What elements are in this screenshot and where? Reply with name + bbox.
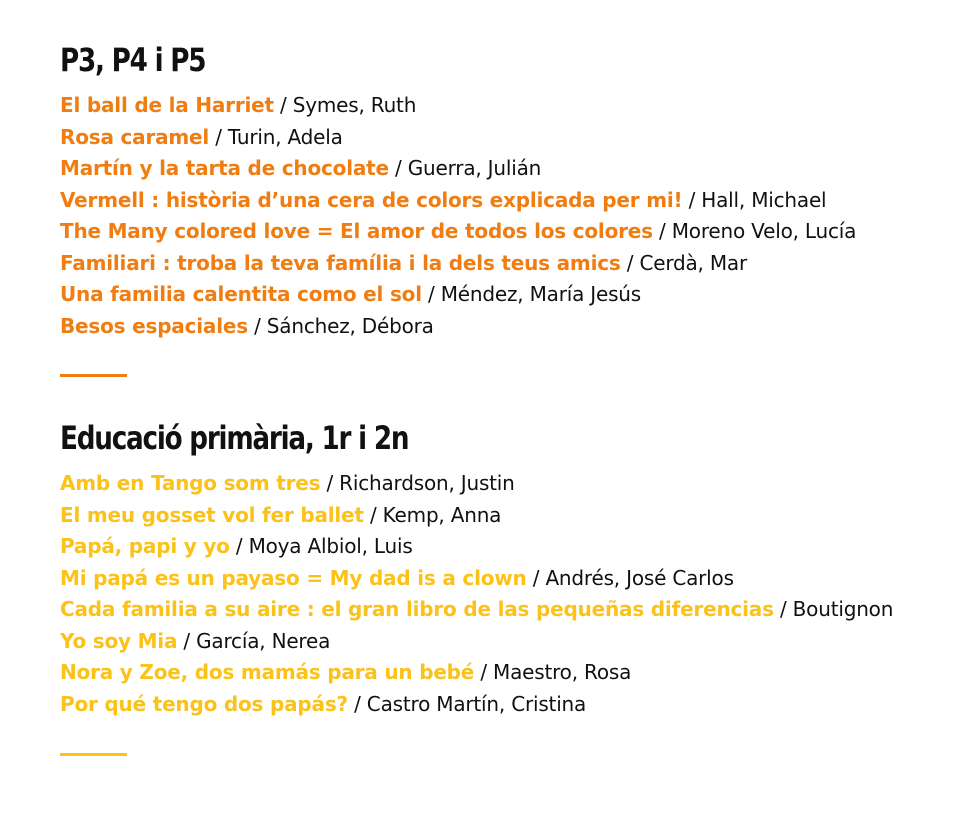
book-author: / Hall, Michael [682,187,827,212]
book-author: / Kemp, Anna [363,502,502,527]
book-title: El ball de la Harriet [60,93,274,117]
book-author: / García, Nerea [177,628,331,653]
book-author: / Maestro, Rosa [474,660,632,684]
list-item [60,657,960,689]
list-item [60,279,960,311]
book-list [60,90,960,342]
book-title: Rosa caramel [60,124,210,149]
section-heading: Educació primària, 1r i 2n [60,419,409,457]
book-title: Nora y Zoe, dos mamás para un bebé [60,660,475,684]
book-title: Yo soy Mia [60,628,178,653]
list-item [60,563,960,595]
list-item [60,122,960,154]
list-item [60,90,960,122]
book-author: / Cerdà, Mar [620,250,747,275]
book-author: / Moya Albiol, Luis [229,534,413,558]
book-title: Papá, papi y yo [60,534,230,558]
book-author: / Andrés, José Carlos [526,565,734,590]
list-item [60,248,960,280]
book-author: / Sánchez, Débora [247,313,434,338]
book-title: Martín y la tarta de chocolate [60,156,389,180]
section-primary-1-2 [60,416,960,720]
section-divider [60,753,127,756]
book-title: Cada familia a su aire : el gran libro de las pequeñas diferencias [60,597,774,621]
book-author: / Symes, Ruth [273,93,417,117]
list-item [60,500,960,532]
book-title: Una familia calentita como el sol [60,282,422,306]
book-author: / Boutignon [773,597,894,621]
book-title: Por qué tengo dos papás? [60,691,348,716]
section-heading: P3, P4 i P5 [60,41,206,79]
book-title: El meu gosset vol fer ballet [60,502,364,527]
book-list [60,468,960,720]
list-item [60,153,960,185]
book-title: Mi papá es un payaso = My dad is a clown [60,565,527,590]
list-item [60,626,960,658]
list-item [60,216,960,248]
book-title: Besos espaciales [60,313,248,338]
list-item [60,594,960,626]
book-author: / Moreno Velo, Lucía [652,219,857,243]
book-title: Vermell : història d’una cera de colors explicada per mi! [60,187,683,212]
section-divider [60,374,127,377]
book-title: Familiari : troba la teva família i la dels teus amics [60,250,621,275]
book-title: Amb en Tango som tres [60,471,321,495]
section-p3-p4-p5 [60,38,960,342]
book-author: / Castro Martín, Cristina [347,691,587,716]
list-item [60,531,960,563]
book-author: / Guerra, Julián [388,156,542,180]
book-author: / Méndez, María Jesús [421,282,642,306]
list-item [60,689,960,721]
list-item [60,185,960,217]
book-title: The Many colored love = El amor de todos los colores [60,219,653,243]
book-author: / Turin, Adela [209,124,343,149]
list-item [60,311,960,343]
list-item [60,468,960,500]
book-author: / Richardson, Justin [320,471,515,495]
